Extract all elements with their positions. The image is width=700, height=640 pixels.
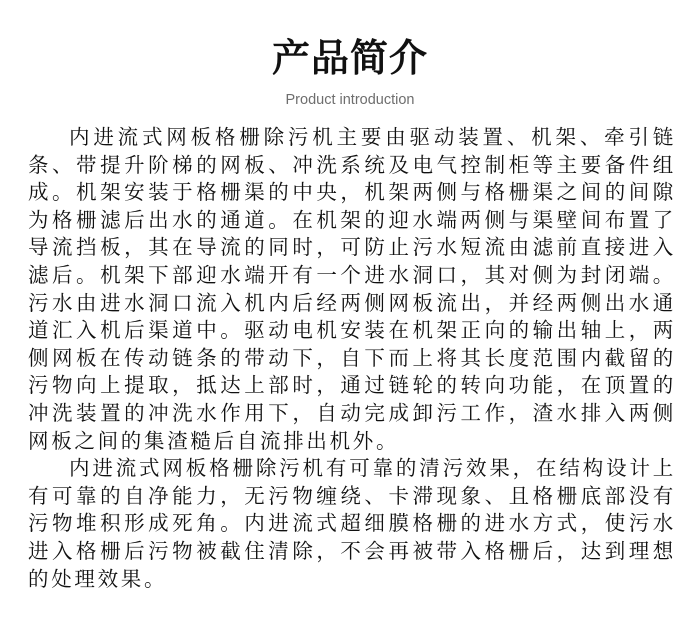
product-description [28, 124, 676, 593]
page-title: 产品简介 [271, 36, 428, 80]
page-subtitle: Product introduction [285, 92, 415, 108]
description-paragraph-2: 内进流式网板格栅除污机有可靠的清污效果，在结构设计上有可靠的自净能力，无污物缠绕、卡滞现象、且格栅底部没有污物堆积形成死角。内进流式超细膜格栅的进水方式，使污水进入格栅后污物被截住清除，不会再被带入格栅后，达到理想的处理效果。 [28, 456, 676, 591]
page-header [0, 32, 700, 110]
description-paragraph-1: 内进流式网板格栅除污机主要由驱动装置、机架、牵引链条、带提升阶梯的网板、冲洗系统及电气控制柜等主要备件组成。机架安装于格栅渠的中央，机架两侧与格栅渠之间的间隙为格栅滤后出水的通道。在机架的迎水端两侧与渠壁间布置了导流挡板，其在导流的同时，可防止污水短流由滤前直接进入滤后。机架下部迎水端开有一个进水洞口，其对侧为封闭端。污水由进水洞口流入机内后经两侧网板流出，并经两侧出水通道汇入机后渠道中。驱动电机安装在机架正向的输出轴上，两侧网板在传动链条的带动下，自下而上将其长度范围内截留的污物向上提取，抵达上部时，通过链轮的转向功能，在顶置的冲洗装置的冲洗水作用下，自动完成卸污工作，渣水排入两侧网板之间的集渣糙后自流排出机外。 [28, 125, 676, 453]
